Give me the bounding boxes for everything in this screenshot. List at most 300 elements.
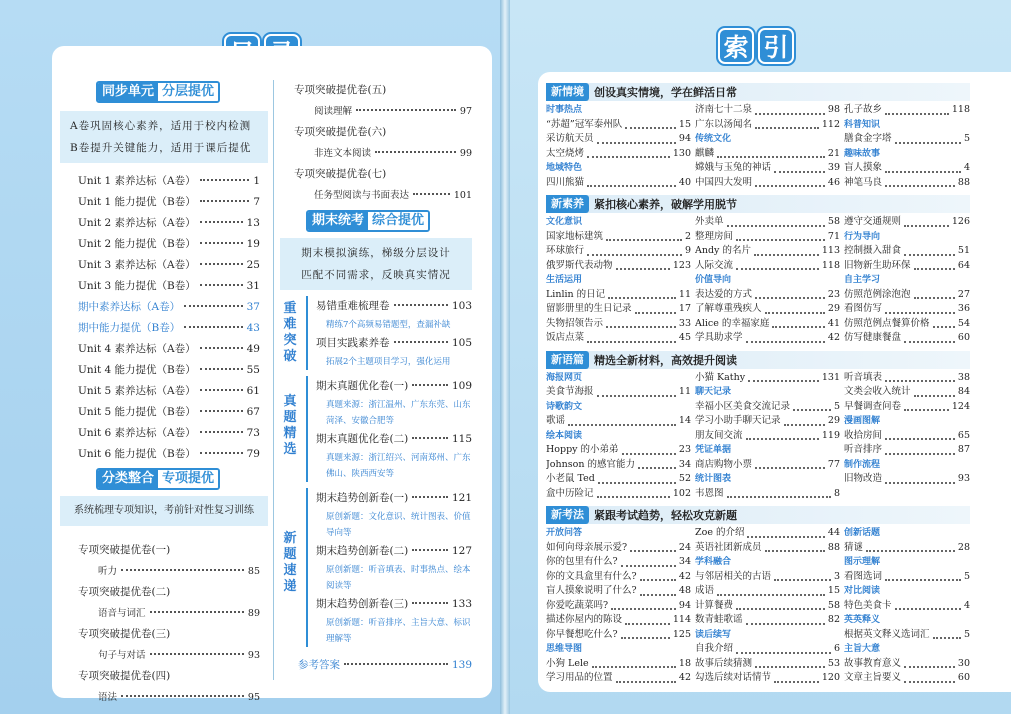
- unit-entry[interactable]: [78, 423, 260, 444]
- entry-page: 4: [963, 162, 970, 173]
- entry-page: 34: [678, 458, 691, 470]
- entry-title: 你的文具盒里有什么?: [546, 570, 637, 582]
- leader-dots: [200, 410, 243, 412]
- entry-page: 48: [678, 585, 691, 596]
- index-entry[interactable]: [546, 555, 691, 570]
- entry-title: 遵守交通规则: [844, 216, 902, 227]
- index-entry[interactable]: [844, 302, 970, 317]
- index-entry[interactable]: [546, 230, 691, 245]
- index-entry[interactable]: [695, 526, 840, 541]
- leader-dots: [885, 570, 961, 582]
- entry-page: 1: [253, 175, 260, 187]
- entry-title: 学具助求学: [695, 332, 743, 343]
- leader-dots: [587, 244, 682, 256]
- entry-page: 17: [678, 303, 691, 314]
- entry-title: 语音与词汇: [98, 608, 146, 619]
- leader-dots: [774, 671, 819, 683]
- entry-title: 小猫 Kathy: [695, 371, 746, 383]
- entry-page: 2: [684, 230, 691, 242]
- index-section-header: [546, 195, 970, 213]
- entry-title: 孔子故乡: [844, 104, 883, 115]
- index-entry[interactable]: [546, 414, 691, 429]
- group-label: [281, 531, 299, 595]
- group-label-char: 突: [283, 333, 297, 348]
- index-entry[interactable]: [546, 657, 691, 672]
- entry-title: 美食节海报: [546, 386, 594, 397]
- index-entry[interactable]: [695, 215, 840, 230]
- entry-page: 84: [957, 386, 970, 397]
- entry-title: Andy 的名片: [695, 245, 751, 256]
- entry-page: 31: [246, 280, 260, 292]
- index-category: [546, 371, 691, 386]
- index-entry[interactable]: [844, 628, 970, 643]
- entry-title: 神笔马良: [844, 176, 883, 188]
- entry-title: 济南七十二泉: [695, 104, 753, 115]
- section-badge-final: [306, 210, 430, 232]
- entry-title: 阅读理解: [314, 106, 353, 117]
- group-label-char: 速: [283, 563, 297, 578]
- index-entry[interactable]: [546, 570, 691, 585]
- sync-description-line: A卷巩固核心素养，适用于校内检测: [70, 120, 252, 132]
- leader-dots: [755, 118, 819, 130]
- index-entry[interactable]: [546, 118, 691, 133]
- entry-page: 67: [246, 406, 260, 418]
- index-entry[interactable]: [695, 331, 840, 346]
- special-entry[interactable]: [78, 687, 260, 708]
- index-category: [844, 555, 970, 570]
- index-entry[interactable]: [844, 599, 970, 614]
- index-entry[interactable]: [695, 400, 840, 415]
- index-entry[interactable]: [695, 487, 840, 502]
- leader-dots: [592, 657, 676, 669]
- index-grid: [546, 371, 970, 502]
- index-entry[interactable]: [844, 385, 970, 400]
- entry-title: 收拾房间: [844, 429, 883, 441]
- index-entry[interactable]: [844, 259, 970, 274]
- entry-title: 国家地标建筑: [546, 230, 604, 242]
- index-category: [844, 613, 970, 628]
- index-entry[interactable]: [546, 628, 691, 643]
- final-group: [283, 376, 472, 482]
- leader-dots: [375, 151, 456, 153]
- index-entry[interactable]: [546, 288, 691, 303]
- entry-page: 94: [678, 133, 691, 144]
- index-column: [695, 103, 840, 190]
- special-entry[interactable]: [78, 561, 260, 582]
- entry-title: 专项突破提优卷(三): [78, 628, 171, 640]
- special-entry[interactable]: [78, 603, 260, 624]
- leader-dots: [638, 458, 676, 470]
- leader-dots: [568, 414, 676, 426]
- group-label-char: 破: [283, 349, 297, 364]
- entry-page: 118: [821, 259, 840, 271]
- leader-dots: [597, 132, 676, 144]
- index-entry[interactable]: [695, 244, 840, 259]
- index-entry[interactable]: [695, 541, 840, 556]
- special-description: 系统梳理专项知识，考前针对性复习训练: [60, 496, 268, 526]
- category-label: 海报网页: [546, 372, 583, 383]
- index-entry[interactable]: [695, 371, 840, 386]
- entry-title: Unit 6 素养达标（A卷）: [78, 427, 196, 439]
- unit-entry[interactable]: [78, 339, 260, 360]
- entry-title: 专项突破提优卷(六): [294, 126, 387, 138]
- entry-title: 文类会收入统计: [844, 386, 911, 397]
- index-entry[interactable]: [546, 385, 691, 400]
- index-entry[interactable]: [695, 613, 840, 628]
- index-title-char: 引: [758, 28, 794, 64]
- unit-entry[interactable]: [78, 297, 260, 318]
- final-description-line: 匹配不同需求，反映真实情况: [301, 269, 451, 281]
- leader-dots: [866, 541, 955, 553]
- badge-right: 综合提优: [368, 212, 428, 230]
- index-entry[interactable]: [546, 132, 691, 147]
- index-entry[interactable]: [844, 657, 970, 672]
- index-entry[interactable]: [695, 429, 840, 444]
- entry-page: 52: [678, 473, 691, 484]
- category-label: 读后续写: [695, 629, 732, 640]
- leader-dots: [622, 443, 676, 455]
- index-entry[interactable]: [546, 487, 691, 502]
- index-category: [546, 400, 691, 415]
- entry-title: 太空烧烤: [546, 147, 585, 159]
- leader-dots: [200, 179, 250, 181]
- unit-entry[interactable]: [78, 171, 260, 192]
- leader-dots: [774, 161, 825, 173]
- index-entry[interactable]: [695, 147, 840, 162]
- entry-page: 18: [678, 657, 691, 669]
- index-entry[interactable]: [844, 541, 970, 556]
- index-entry[interactable]: [546, 244, 691, 259]
- leader-dots: [736, 230, 825, 242]
- index-category: [695, 472, 840, 487]
- group-label-char: 难: [283, 317, 297, 332]
- index-entry[interactable]: [844, 176, 970, 191]
- entry-title: 朋友间交流: [695, 429, 743, 441]
- final-entry[interactable]: [316, 429, 472, 450]
- entry-page: 36: [957, 303, 970, 314]
- final-entry[interactable]: [316, 296, 472, 317]
- entry-page: 43: [246, 322, 260, 334]
- index-column: [844, 526, 970, 686]
- entry-page: 15: [827, 585, 840, 596]
- entry-title: 采访航天员: [546, 133, 594, 144]
- final-entry[interactable]: [316, 488, 472, 509]
- final-entry[interactable]: [316, 333, 472, 354]
- entry-title: 盲人摸象: [844, 162, 883, 173]
- index-entry[interactable]: [695, 176, 840, 191]
- entry-page: 61: [246, 385, 260, 397]
- entry-page: 34: [678, 556, 691, 567]
- unit-entry[interactable]: [78, 255, 260, 276]
- badge-left: 分类整合: [98, 470, 158, 488]
- entry-title: 句子与对话: [98, 650, 146, 661]
- index-category: [695, 443, 840, 458]
- index-entry[interactable]: [546, 147, 691, 162]
- index-entry[interactable]: [546, 613, 691, 628]
- index-column: [546, 526, 691, 686]
- leader-dots: [587, 176, 676, 188]
- leader-dots: [616, 259, 670, 271]
- index-category: [546, 642, 691, 657]
- index-entry[interactable]: [844, 215, 970, 230]
- category-label: 文化意识: [546, 217, 583, 227]
- leader-dots: [885, 472, 955, 484]
- index-column: [844, 103, 970, 190]
- index-entry[interactable]: [844, 331, 970, 346]
- entry-title: 故事教育意义: [844, 657, 902, 669]
- index-section-tag: 新情境: [546, 83, 589, 101]
- index-entry[interactable]: [546, 259, 691, 274]
- entry-title: 计算餐费: [695, 599, 734, 611]
- index-category: [844, 147, 970, 162]
- entry-title: 了解尊重残疾人: [695, 303, 762, 314]
- entry-title: 看图仿写: [844, 303, 883, 314]
- index-entry[interactable]: [695, 317, 840, 332]
- final-entry-note: 拓展2个主题项目学习，强化运用: [326, 357, 451, 367]
- special-entry[interactable]: [78, 645, 260, 666]
- entry-page: 38: [957, 371, 970, 383]
- entry-page: 11: [678, 288, 691, 300]
- entry-page: 37: [246, 301, 260, 313]
- index-entry[interactable]: [844, 132, 970, 147]
- index-entry[interactable]: [695, 259, 840, 274]
- unit-entry[interactable]: [78, 192, 260, 213]
- special-entry[interactable]: [294, 185, 472, 206]
- unit-list: [60, 171, 268, 465]
- entry-page: 58: [827, 599, 840, 611]
- entry-page: 58: [827, 216, 840, 227]
- unit-entry[interactable]: [78, 213, 260, 234]
- entry-title: Alice 的幸福家庭: [695, 317, 770, 329]
- category-label: 传统文化: [695, 134, 732, 144]
- entry-title: 嫦娥与玉兔的神话: [695, 162, 772, 173]
- special-entry[interactable]: [294, 101, 472, 122]
- index-entry[interactable]: [695, 657, 840, 672]
- leader-dots: [747, 526, 824, 538]
- entry-title: 俄罗斯代表动物: [546, 259, 613, 271]
- leader-dots: [200, 347, 243, 349]
- leader-dots: [606, 317, 676, 329]
- index-entry[interactable]: [546, 176, 691, 191]
- entry-page: 115: [451, 433, 472, 445]
- entry-page: 130: [672, 147, 691, 159]
- entry-page: 85: [247, 566, 260, 577]
- entry-title: “苏超”冠军泰州队: [546, 118, 623, 130]
- final-entry[interactable]: [316, 594, 472, 615]
- special-entry-title: [294, 122, 472, 143]
- index-entry[interactable]: [546, 458, 691, 473]
- index-entry[interactable]: [844, 443, 970, 458]
- index-entry[interactable]: [844, 161, 970, 176]
- index-category: [844, 230, 970, 245]
- leader-dots: [754, 244, 819, 256]
- leader-dots: [587, 147, 670, 159]
- category-label: 主旨大意: [844, 644, 881, 654]
- entry-page: 93: [247, 650, 260, 661]
- leader-dots: [755, 458, 825, 470]
- leader-dots: [412, 549, 448, 551]
- index-entry[interactable]: [546, 331, 691, 346]
- index-section-tag: 新素养: [546, 195, 589, 213]
- entry-title: 专项突破提优卷(二): [78, 586, 171, 598]
- category-label: 聊天记录: [695, 387, 732, 397]
- index-category: [695, 385, 840, 400]
- category-label: 创新话题: [844, 528, 881, 538]
- leader-dots: [736, 599, 825, 611]
- entry-page: 39: [827, 162, 840, 173]
- entry-page: 119: [821, 429, 840, 441]
- leader-dots: [765, 302, 825, 314]
- index-entry[interactable]: [695, 288, 840, 303]
- index-entry[interactable]: [695, 599, 840, 614]
- entry-title: 盒中历险记: [546, 487, 594, 499]
- special-entry[interactable]: [294, 143, 472, 164]
- special-entry-title: [78, 540, 260, 561]
- entry-page: 19: [246, 238, 260, 250]
- category-label: 行为导向: [844, 231, 881, 242]
- index-entry[interactable]: [844, 317, 970, 332]
- category-label: 绘本阅读: [546, 430, 583, 441]
- leader-dots: [904, 657, 955, 669]
- entry-title: 早餐调查问卷: [844, 400, 902, 412]
- index-entry[interactable]: [844, 570, 970, 585]
- leader-dots: [765, 541, 825, 553]
- index-column: [695, 215, 840, 346]
- leader-dots: [200, 221, 243, 223]
- entry-title: 失物招领告示: [546, 317, 604, 329]
- book-spine: [500, 0, 510, 714]
- entry-page: 125: [672, 628, 691, 640]
- category-label: 开放问答: [546, 528, 583, 538]
- index-entry[interactable]: [844, 472, 970, 487]
- index-entry[interactable]: [844, 244, 970, 259]
- index-entry[interactable]: [695, 642, 840, 657]
- entry-title: 留影册里的生日记录: [546, 303, 632, 314]
- index-entry[interactable]: [546, 443, 691, 458]
- index-entry[interactable]: [695, 302, 840, 317]
- entry-page: 6: [833, 643, 840, 654]
- index-entry[interactable]: [546, 541, 691, 556]
- leader-dots: [772, 317, 825, 329]
- index-entry[interactable]: [844, 400, 970, 415]
- entry-page: 98: [827, 104, 840, 115]
- sync-description-line: B卷提升关键能力，适用于课后提优: [70, 142, 252, 154]
- leader-dots: [625, 118, 676, 130]
- index-section-desc: 紧跟考试趋势，轻松攻克新题: [594, 509, 737, 522]
- entry-title: 仿照范例点餐算价格: [844, 317, 930, 329]
- index-entry[interactable]: [695, 414, 840, 429]
- unit-entry[interactable]: [78, 402, 260, 423]
- index-entry[interactable]: [695, 584, 840, 599]
- leader-dots: [150, 611, 244, 613]
- index-entry[interactable]: [546, 671, 691, 686]
- entry-title: Zoe 的介绍: [695, 527, 745, 538]
- leader-dots: [200, 284, 243, 286]
- entry-page: 5: [963, 628, 970, 640]
- leader-dots: [746, 331, 825, 343]
- leader-dots: [611, 599, 676, 611]
- index-entry[interactable]: [695, 161, 840, 176]
- leader-dots: [640, 570, 676, 582]
- entry-title: 旧物新生助环保: [844, 259, 911, 271]
- leader-dots: [394, 304, 448, 306]
- entry-page: 139: [451, 659, 472, 671]
- entry-page: 42: [827, 332, 840, 343]
- index-entry[interactable]: [844, 371, 970, 386]
- index-entry[interactable]: [546, 317, 691, 332]
- index-entry[interactable]: [844, 429, 970, 444]
- leader-dots: [736, 642, 831, 654]
- entry-page: 11: [678, 386, 691, 397]
- unit-entry[interactable]: [78, 276, 260, 297]
- entry-page: 120: [821, 672, 840, 683]
- index-entry[interactable]: [546, 302, 691, 317]
- answers-entry[interactable]: [280, 655, 472, 676]
- entry-page: 46: [827, 176, 840, 188]
- final-entry[interactable]: [316, 376, 472, 397]
- group-label: [281, 301, 299, 365]
- index-entry[interactable]: [695, 671, 840, 686]
- entry-page: 60: [957, 332, 970, 343]
- final-entry-note: 原创新题：文化意识、统计图表、价值导向等: [326, 512, 471, 538]
- entry-title: Unit 2 素养达标（A卷）: [78, 217, 196, 229]
- entry-page: 15: [678, 118, 691, 130]
- entry-page: 41: [827, 317, 840, 329]
- entry-page: 97: [459, 106, 472, 117]
- leader-dots: [914, 385, 955, 397]
- entry-page: 121: [451, 492, 472, 504]
- index-entry[interactable]: [546, 584, 691, 599]
- index-entry[interactable]: [844, 288, 970, 303]
- unit-entry[interactable]: [78, 318, 260, 339]
- unit-entry[interactable]: [78, 360, 260, 381]
- index-entry[interactable]: [695, 103, 840, 118]
- index-entry[interactable]: [844, 671, 970, 686]
- category-label: 趣味故事: [844, 148, 881, 159]
- entry-page: 29: [827, 303, 840, 314]
- index-entry[interactable]: [546, 472, 691, 487]
- index-entry[interactable]: [695, 458, 840, 473]
- entry-title: 如何向母亲展示爱?: [546, 541, 628, 553]
- index-entry[interactable]: [546, 599, 691, 614]
- entry-page: 49: [246, 343, 260, 355]
- entry-title: 饭店点菜: [546, 332, 585, 343]
- index-entry[interactable]: [695, 570, 840, 585]
- index-entry[interactable]: [695, 118, 840, 133]
- leader-dots: [904, 671, 955, 683]
- unit-entry[interactable]: [78, 444, 260, 465]
- entry-title: Unit 5 素养达标（A卷）: [78, 385, 196, 397]
- final-groups: [280, 296, 472, 647]
- leader-dots: [413, 193, 450, 195]
- entry-title: 听音排序: [844, 444, 883, 455]
- index-section: [546, 83, 970, 190]
- unit-entry[interactable]: [78, 234, 260, 255]
- leader-dots: [885, 429, 955, 441]
- group-label-char: 选: [283, 442, 297, 457]
- entry-page: 42: [678, 672, 691, 683]
- final-entry[interactable]: [316, 541, 472, 562]
- index-category: [844, 118, 970, 133]
- index-entry[interactable]: [695, 230, 840, 245]
- index-entry[interactable]: [844, 103, 970, 118]
- unit-entry[interactable]: [78, 381, 260, 402]
- leader-dots: [606, 230, 682, 242]
- entry-page: 8: [833, 487, 840, 499]
- entry-page: 5: [963, 133, 970, 144]
- entry-title: 你的包里有什么?: [546, 556, 618, 567]
- index-section-header: [546, 83, 970, 101]
